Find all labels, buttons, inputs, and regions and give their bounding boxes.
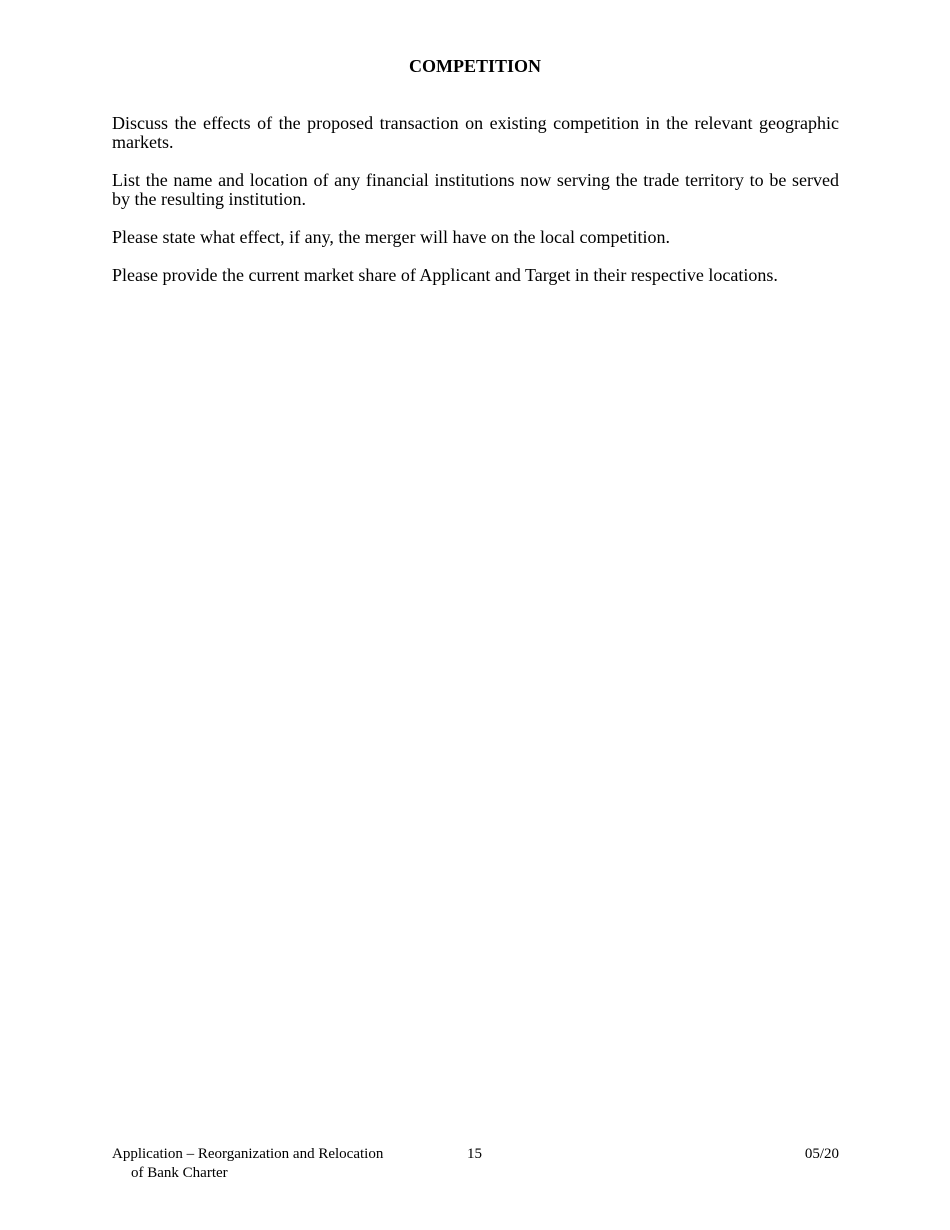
page-footer (112, 1145, 839, 1185)
page-title: COMPETITION (408, 56, 541, 76)
paragraph-market-share: Please provide the current market share of Applicant and Target in their respective locations. (112, 265, 778, 285)
footer-document-name-line2: of Bank Charter (131, 1165, 228, 1181)
document-body (112, 114, 839, 304)
footer-document-name (112, 1145, 432, 1183)
paragraph-institutions: List the name and location of any financial institutions now serving the trade territory to be served by the resulting institution. (112, 170, 839, 209)
revision-date: 05/20 (804, 1146, 839, 1162)
paragraph-effects: Discuss the effects of the proposed transaction on existing competition in the relevant geographic markets. (112, 113, 839, 152)
page-number: 15 (467, 1146, 482, 1162)
footer-document-name-line1: Application – Reorganization and Relocation (112, 1146, 384, 1162)
paragraph-merger-effect: Please state what effect, if any, the merger will have on the local competition. (112, 227, 670, 247)
